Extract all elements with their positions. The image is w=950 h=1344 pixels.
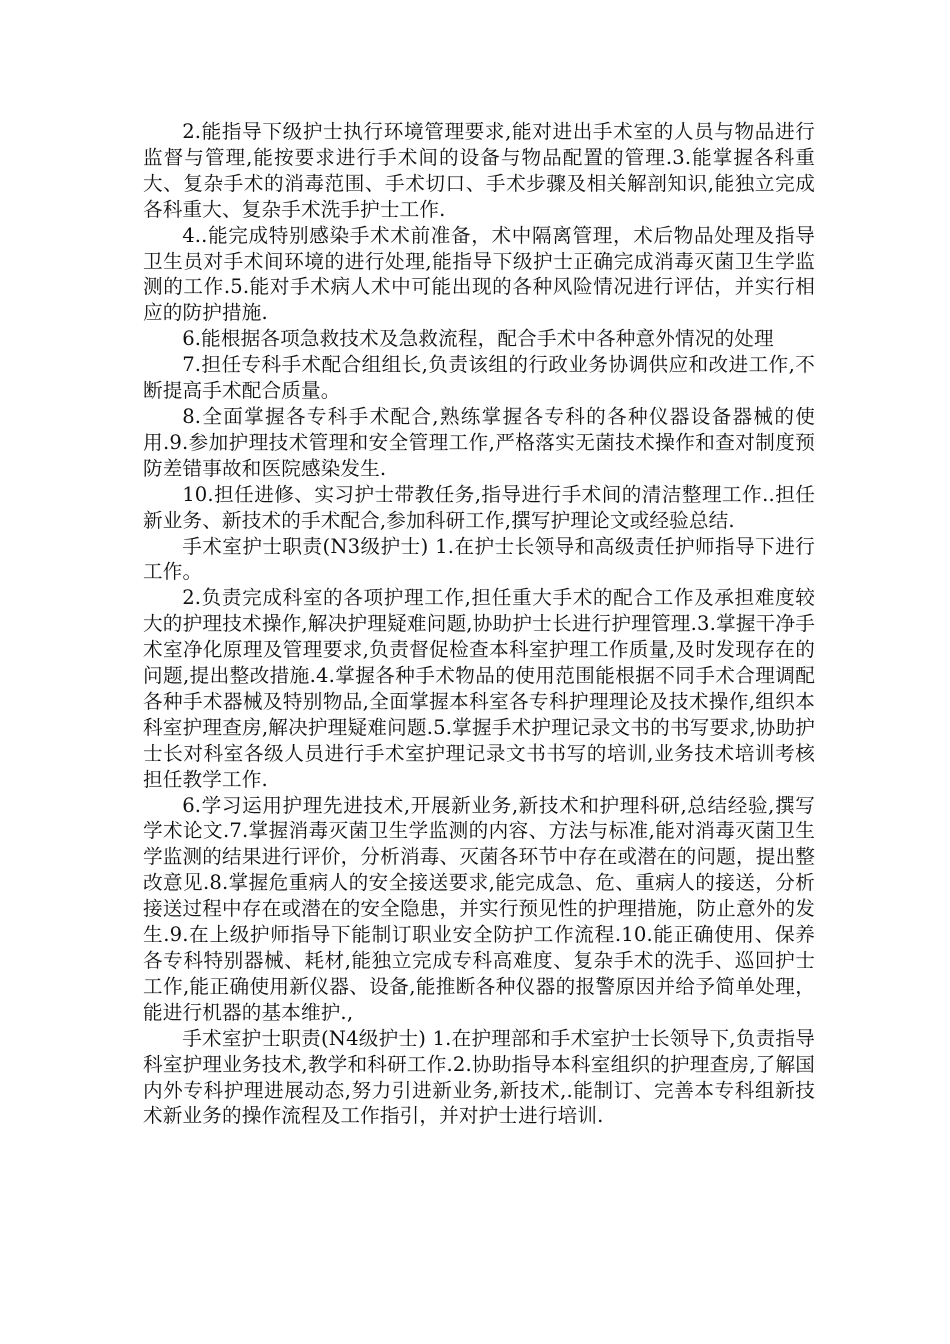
- paragraph-7-n3-heading: 手术室护士职责(N3级护士) 1.在护士长领导和高级责任护师指导下进行工作。: [143, 534, 815, 584]
- paragraph-2: 4..能完成特别感染手术术前准备，术中隔离管理，术后物品处理及指导卫生员对手术间环境的进行处理,能指导下级护士正确完成消毒灭菌卫生学监测的工作.5.能对手术病人术中可能出现的各种风险情况进行评估，并实行相应的防护措施.: [143, 223, 815, 325]
- paragraph-3: 6.能根据各项急救技术及急救流程，配合手术中各种意外情况的处理: [182, 327, 774, 351]
- paragraph-10-n4-heading: 手术室护士职责(N4级护士) 1.在护理部和手术室护士长领导下,负责指导科室护理业务技术,教学和科研工作.2.协助指导本科室组织的护理查房,了解国内外专科护理进展动态,努力引进新业务,新技术,.能制订、完善本专科组新技术新业务的操作流程及工作指引，并对护士进行培训.: [143, 1026, 815, 1128]
- document-body: [143, 119, 815, 1129]
- paragraph-1: 2.能指导下级护士执行环境管理要求,能对进出手术室的人员与物品进行监督与管理,能按要求进行手术间的设备与物品配置的管理.3.能掌握各科重大、复杂手术的消毒范围、手术切口、手术步骤及相关解剖知识,能独立完成各科重大、复杂手术洗手护士工作.: [143, 120, 815, 221]
- paragraph-4: 7.担任专科手术配合组组长,负责该组的行政业务协调供应和改进工作,不断提高手术配合质量。: [143, 353, 815, 403]
- paragraph-9: 6.学习运用护理先进技术,开展新业务,新技术和护理科研,总结经验,撰写学术论文.7.掌握消毒灭菌卫生学监测的内容、方法与标准,能对消毒灭菌卫生学监测的结果进行评价，分析消毒、灭菌各环节中存在或潜在的问题，提出整改意见.8.掌握危重病人的安全接送要求,能完成急、危、重病人的接送，分析接送过程中存在或潜在的安全隐患，并实行预见性的护理措施，防止意外的发生.9.在上级护师指导下能制订职业安全防护工作流程.10.能正确使用、保养各专科特别器械、耗材,能独立完成专科高难度、复杂手术的洗手、巡回护士工作,能正确使用新仪器、设备,能推断各种仪器的报警原因并给予简单处理，能进行机器的基本维护.,: [143, 793, 815, 1024]
- paragraph-8: 2.负责完成科室的各项护理工作,担任重大手术的配合工作及承担难度较大的护理技术操作,解决护理疑难问题,协助护士长进行护理管理.3.掌握干净手术室净化原理及管理要求,负责督促检查本科室护理工作质量,及时发现存在的问题,提出整改措施.4.掌握各种手术物品的使用范围能根据不同手术合理调配各种手术器械及特别物品,全面掌握本科室各专科护理理论及技术操作,组织本科室护理查房,解决护理疑难问题.5.掌握手术护理记录文书的书写要求,协助护士长对科室各级人员进行手术室护理记录文书书写的培训,业务技术培训考核担任教学工作.: [143, 586, 815, 791]
- paragraph-5: 8.全面掌握各专科手术配合,熟练掌握各专科的各种仪器设备器械的使用.9.参加护理技术管理和安全管理工作,严格落实无菌技术操作和查对制度预防差错事故和医院感染发生.: [143, 404, 815, 480]
- paragraph-6: 10.担任进修、实习护士带教任务,指导进行手术间的清洁整理工作..担任新业务、新技术的手术配合,参加科研工作,撰写护理论文或经验总结.: [143, 482, 815, 532]
